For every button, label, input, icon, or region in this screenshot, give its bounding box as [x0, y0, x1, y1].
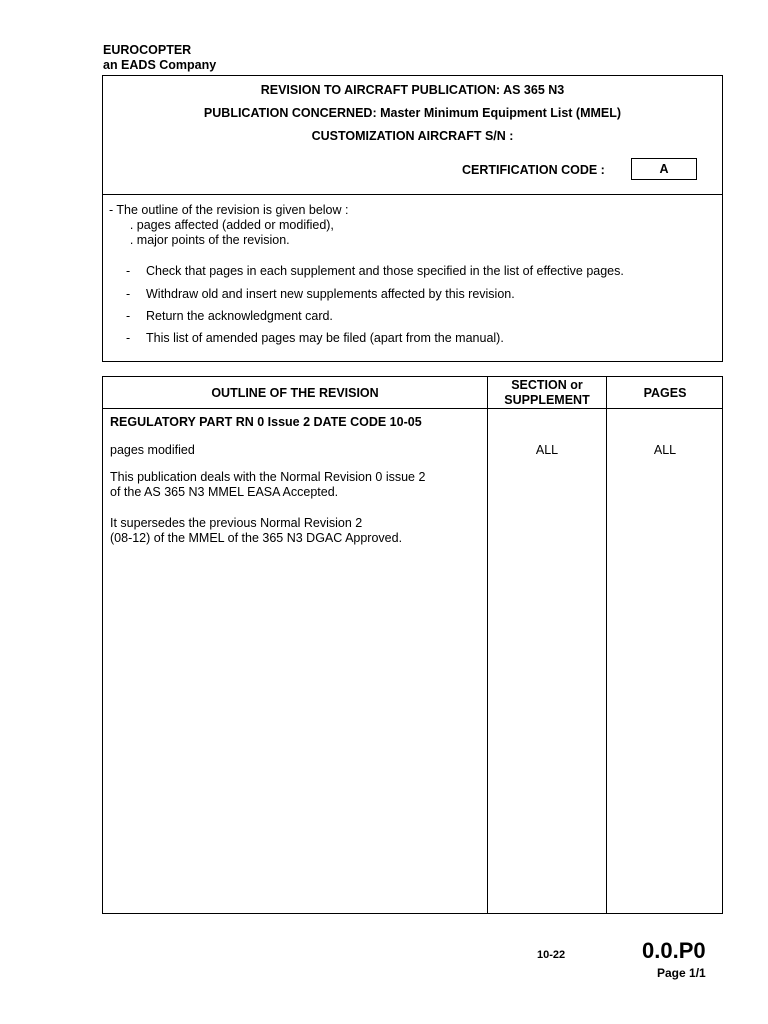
- company-name: EUROCOPTER: [103, 43, 192, 57]
- column-header-section: [488, 378, 606, 408]
- row-section-value: ALL: [535, 443, 559, 457]
- company-subtitle: an EADS Company: [103, 58, 217, 72]
- instruction-item: Check that pages in each supplement and those specified in the list of effective pages.: [146, 264, 624, 278]
- revision-table: [102, 376, 723, 914]
- intro-line: - The outline of the revision is given below :: [109, 203, 349, 217]
- certification-code-label: CERTIFICATION CODE :: [462, 163, 605, 177]
- paragraph-line: of the AS 365 N3 MMEL EASA Accepted.: [110, 485, 339, 499]
- publication-concerned: [103, 106, 722, 120]
- column-header-outline: OUTLINE OF THE REVISION: [211, 386, 379, 400]
- header-divider: [103, 194, 722, 195]
- bullet-dash: -: [126, 264, 131, 278]
- column-header-pages: PAGES: [643, 386, 687, 400]
- bullet-dash: -: [126, 331, 131, 345]
- certification-code-value: A: [631, 158, 697, 180]
- paragraph-line: It supersedes the previous Normal Revision 2: [110, 516, 363, 530]
- intro-line: . major points of the revision.: [109, 233, 290, 247]
- publication-title: REVISION TO AIRCRAFT PUBLICATION: AS 365 N3: [260, 83, 565, 97]
- publication-concerned-label: PUBLICATION CONCERNED:: [203, 106, 381, 120]
- publication-concerned-value: Master Minimum Equipment List (MMEL): [380, 106, 622, 120]
- instruction-item: Return the acknowledgment card.: [146, 309, 333, 323]
- instruction-item: This list of amended pages may be filed (apart from the manual).: [146, 331, 504, 345]
- customization-aircraft: CUSTOMIZATION AIRCRAFT S/N :: [311, 129, 514, 143]
- footer-date-code: 10-22: [537, 949, 566, 961]
- footer-page-code: 0.0.P0: [642, 938, 706, 963]
- paragraph-line: This publication deals with the Normal Revision 0 issue 2: [110, 470, 426, 484]
- footer-page-number: Page 1/1: [657, 966, 706, 980]
- row-label: pages modified: [110, 443, 195, 457]
- bullet-dash: -: [126, 287, 131, 301]
- paragraph-line: (08-12) of the MMEL of the 365 N3 DGAC Approved.: [110, 531, 403, 545]
- header-row-divider: [103, 408, 722, 409]
- regulatory-part-title: REGULATORY PART RN 0 Issue 2 DATE CODE 10-05: [110, 415, 422, 429]
- instruction-item: Withdraw old and insert new supplements affected by this revision.: [146, 287, 515, 301]
- row-pages-value: ALL: [653, 443, 677, 457]
- intro-line: . pages affected (added or modified),: [109, 218, 334, 232]
- revision-header-box: [102, 75, 723, 362]
- column-header-section-line: SECTION or: [511, 378, 583, 392]
- column-header-section-line: SUPPLEMENT: [504, 393, 590, 407]
- bullet-dash: -: [126, 309, 131, 323]
